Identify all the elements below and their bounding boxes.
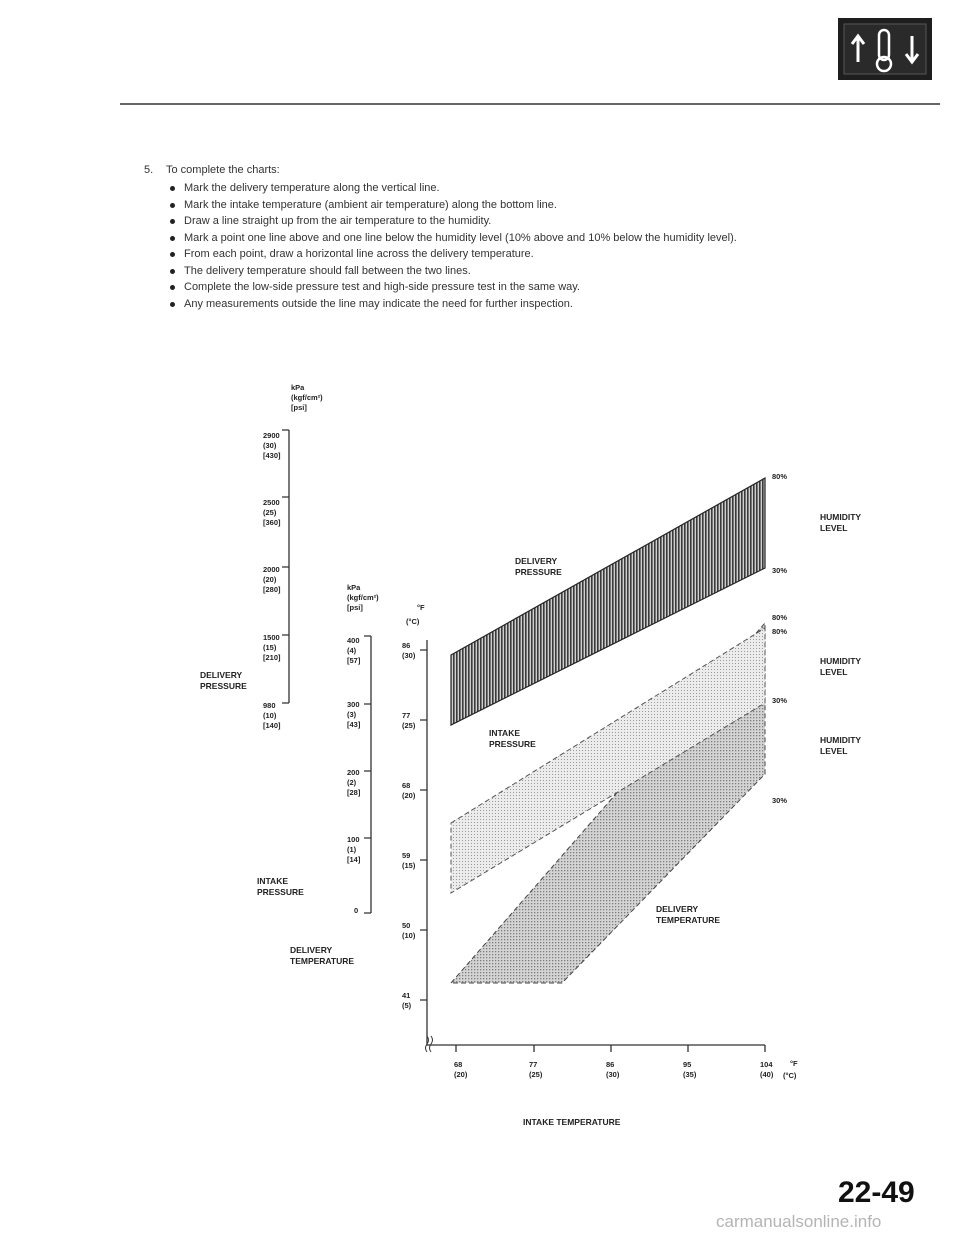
intake-pressure-tick: 200 (2) [28] bbox=[347, 768, 361, 797]
humidity-level-label: HUMIDITY LEVEL bbox=[820, 735, 862, 756]
step-number: 5. bbox=[144, 164, 154, 176]
delivery-temperature-tick: 50 (10) bbox=[402, 921, 416, 940]
humidity-percent-label: 30% bbox=[772, 696, 788, 705]
intake-temperature-tick: 77 (25) bbox=[529, 1060, 543, 1079]
instruction-item: Draw a line straight up from the air temperature to the humidity. bbox=[166, 213, 737, 230]
intake-temperature-tick: 95 (35) bbox=[683, 1060, 697, 1079]
intake-pressure-band-label: INTAKE PRESSURE bbox=[489, 728, 536, 749]
intake-temperature-unit-f: °F bbox=[790, 1059, 798, 1068]
delivery-pressure-tick: 2000 (20) [280] bbox=[263, 565, 281, 594]
instruction-item: Mark the intake temperature (ambient air temperature) along the bottom line. bbox=[166, 197, 737, 214]
delivery-pressure-tick: 980 (10) [140] bbox=[263, 701, 281, 730]
delivery-temperature-tick: 41 (5) bbox=[402, 991, 412, 1010]
instruction-item: Mark the delivery temperature along the vertical line. bbox=[166, 180, 737, 197]
delivery-pressure-units: kPa (kgf/cm²) [psi] bbox=[291, 383, 323, 412]
humidity-percent-label: 30% bbox=[772, 796, 788, 805]
delivery-temperature-axis-label: DELIVERY TEMPERATURE bbox=[290, 945, 355, 966]
instruction-item: Complete the low-side pressure test and high-side pressure test in the same way. bbox=[166, 279, 737, 296]
watermark: carmanualsonline.info bbox=[716, 1212, 882, 1231]
humidity-level-label: HUMIDITY LEVEL bbox=[820, 512, 862, 533]
humidity-percent-label: 80% bbox=[772, 613, 788, 622]
intake-temperature-axis-label: INTAKE TEMPERATURE bbox=[523, 1117, 621, 1127]
intake-pressure-units: kPa (kgf/cm²) [psi] bbox=[347, 583, 379, 612]
intake-temperature-tick: 104 (40) bbox=[760, 1060, 774, 1079]
humidity-percent-label: 80% bbox=[772, 472, 788, 481]
delivery-pressure-band-label: DELIVERY PRESSURE bbox=[515, 556, 562, 577]
delivery-pressure-tick: 2500 (25) [360] bbox=[263, 498, 281, 527]
delivery-pressure-axis-label: DELIVERY PRESSURE bbox=[200, 670, 247, 691]
instruction-item: Any measurements outside the line may indicate the need for further inspection. bbox=[166, 296, 737, 313]
delivery-temperature-tick: 77 (25) bbox=[402, 711, 416, 730]
delivery-temperature-unit-f: °F bbox=[417, 603, 425, 612]
delivery-temperature-unit-c: (°C) bbox=[406, 617, 420, 626]
intake-pressure-tick: 100 (1) [14] bbox=[347, 835, 361, 864]
delivery-pressure-tick: 1500 (15) [210] bbox=[263, 633, 281, 662]
delivery-temperature-tick: 68 (20) bbox=[402, 781, 416, 800]
intake-pressure-tick: 300 (3) [43] bbox=[347, 700, 361, 729]
instruction-item: From each point, draw a horizontal line across the delivery temperature. bbox=[166, 246, 737, 263]
humidity-level-label: HUMIDITY LEVEL bbox=[820, 656, 862, 677]
intake-temperature-unit-c: (°C) bbox=[783, 1071, 797, 1080]
intake-temperature-tick: 86 (30) bbox=[606, 1060, 620, 1079]
delivery-temperature-tick: 59 (15) bbox=[402, 851, 416, 870]
humidity-percent-label: 30% bbox=[772, 566, 788, 575]
step-title: To complete the charts: bbox=[166, 164, 280, 176]
intake-pressure-axis-label: INTAKE PRESSURE bbox=[257, 876, 304, 897]
instruction-item: Mark a point one line above and one line below the humidity level (10% above and 10% below the humidity level). bbox=[166, 230, 737, 247]
intake-pressure-tick: 400 (4) [57] bbox=[347, 636, 361, 665]
intake-temperature-tick: 68 (20) bbox=[454, 1060, 468, 1079]
delivery-temperature-band-label: DELIVERY TEMPERATURE bbox=[656, 904, 721, 925]
humidity-percent-label: 80% bbox=[772, 627, 788, 636]
delivery-pressure-tick: 2900 (30) [430] bbox=[263, 431, 281, 460]
instruction-item: The delivery temperature should fall between the two lines. bbox=[166, 263, 737, 280]
delivery-temperature-tick: 86 (30) bbox=[402, 641, 416, 660]
page-number: 22-49 bbox=[838, 1176, 915, 1209]
intake-pressure-tick: 0 bbox=[354, 906, 359, 915]
